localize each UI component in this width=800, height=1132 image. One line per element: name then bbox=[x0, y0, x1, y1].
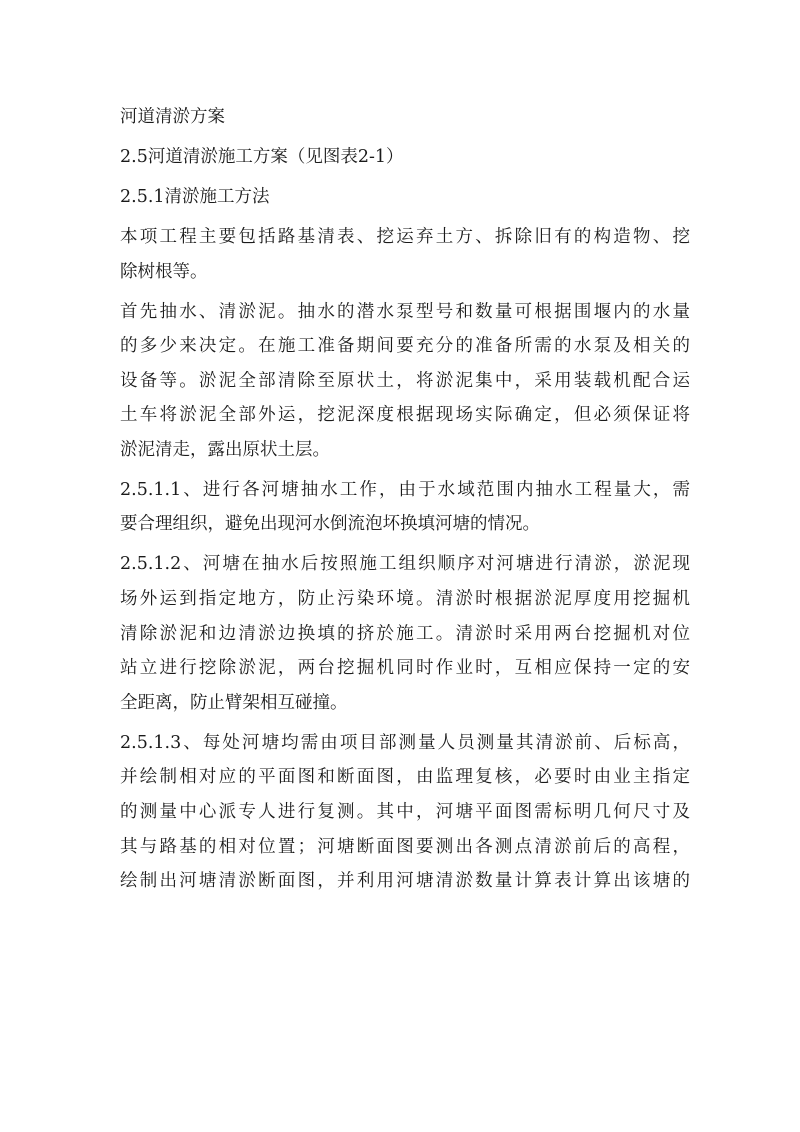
text-line: 站立进行挖除淤泥，两台挖掘机同时作业时，互相应保持一定的安 bbox=[120, 658, 690, 679]
document-body bbox=[120, 100, 690, 904]
text-line: 2.5.1.2、河塘在抽水后按照施工组织顺序对河塘进行清淤，淤泥现 bbox=[120, 554, 690, 575]
text-line: 本项工程主要包括路基清表、挖运弃土方、拆除旧有的构造物、挖 bbox=[120, 226, 690, 247]
text-line: 清除淤泥和边清淤边换填的挤於施工。清淤时采用两台挖掘机对位 bbox=[120, 623, 690, 644]
text-line: 2.5.1.3、每处河塘均需由项目部测量人员测量其清淤前、后标高， bbox=[120, 732, 690, 753]
text-line: 全距离，防止臂架相互碰撞。 bbox=[120, 692, 348, 713]
document-title: 河道清淤方案 bbox=[120, 107, 225, 127]
text-line: 的测量中心派专人进行复测。其中，河塘平面图需标明几何尺寸及 bbox=[120, 802, 690, 823]
paragraph-2-5-1-1 bbox=[120, 473, 690, 542]
text-line: 的多少来决定。在施工准备期间要充分的准备所需的水泵及相关的 bbox=[120, 336, 690, 357]
text-line: 2.5.1.1、进行各河塘抽水工作，由于水域范围内抽水工程量大，需 bbox=[120, 479, 690, 500]
text-line: 场外运到指定地方，防止污染环境。清淤时根据淤泥厚度用挖掘机 bbox=[120, 589, 690, 610]
text-line: 首先抽水、清淤泥。抽水的潜水泵型号和数量可根据围堰内的水量 bbox=[120, 301, 690, 322]
paragraph-2-5-1-3 bbox=[120, 726, 690, 899]
text-line: 淤泥清走，露出原状土层。 bbox=[120, 439, 330, 460]
paragraph-scope bbox=[120, 220, 690, 289]
section-heading: 2.5河道清淤施工方案（见图表2-1） bbox=[120, 146, 404, 167]
paragraph-dredging-overview bbox=[120, 295, 690, 468]
text-line: 绘制出河塘清淤断面图，并利用河塘清淤数量计算表计算出该塘的 bbox=[120, 871, 690, 892]
text-line: 土车将淤泥全部外运，挖泥深度根据现场实际确定，但必须保证将 bbox=[120, 405, 690, 426]
text-line: 除树根等。 bbox=[120, 261, 208, 282]
text-line: 设备等。淤泥全部清除至原状土，将淤泥集中，采用装载机配合运 bbox=[120, 370, 690, 391]
subsection-heading: 2.5.1清淤施工方法 bbox=[120, 186, 270, 207]
text-line: 其与路基的相对位置；河塘断面图要测出各测点清淤前后的高程， bbox=[120, 836, 690, 857]
text-line: 要合理组织，避免出现河水倒流泡坏换填河塘的情况。 bbox=[120, 514, 540, 535]
paragraph-2-5-1-2 bbox=[120, 547, 690, 720]
text-line: 并绘制相对应的平面图和断面图，由监理复核，必要时由业主指定 bbox=[120, 767, 690, 788]
